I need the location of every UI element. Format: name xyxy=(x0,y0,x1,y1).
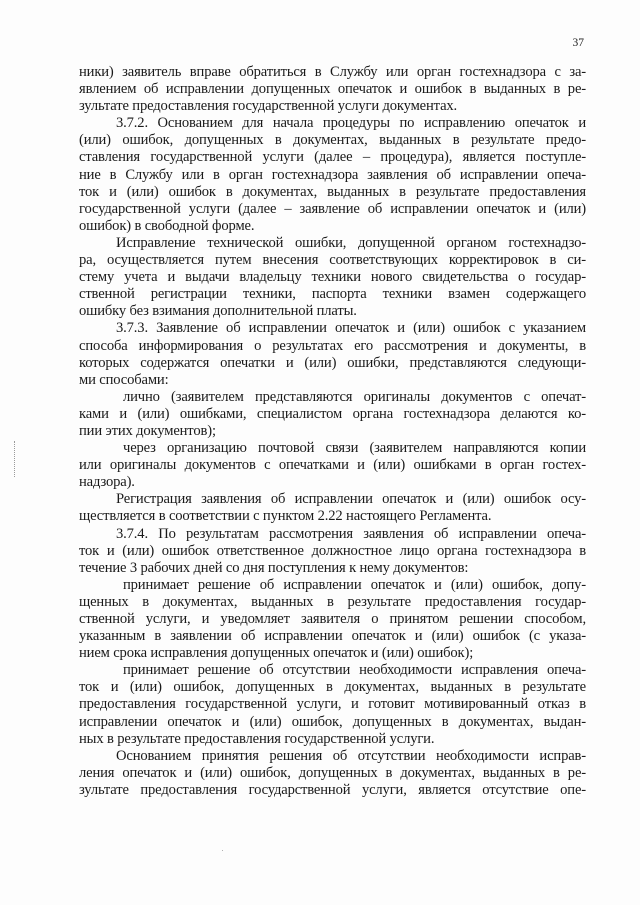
text-line: Основанием принятия решения об отсутствии необходимости исправ- xyxy=(116,747,586,764)
text-line: ток и (или) ошибок ответственное должностное лицо органа гостехнадзора в xyxy=(79,542,586,559)
text-line: ток и (или) ошибок, допущенных в документах, выданных в результате xyxy=(79,679,586,696)
text-line: 3.7.2. Основанием для начала процедуры по исправлению опечаток и xyxy=(116,115,586,132)
text-line: способа информирования о результатах его рассмотрения и документы, в xyxy=(79,337,586,354)
text-line: ственной услуги, и уведомляет заявителя о принятом решении способом, xyxy=(79,611,586,627)
paragraph-3-7-4 xyxy=(79,526,586,577)
text-line: ставления государственной услуги (далее – процедура), является поступле- xyxy=(79,149,586,166)
text-line: (или) ошибок, допущенных в документах, выданных в результате предо- xyxy=(79,132,586,149)
text-line: зультате предоставления государственной услуги, является отсутствие опе- xyxy=(79,781,586,798)
text-line: принимает решение об отсутствии необходимости исправления опеча- xyxy=(123,662,586,679)
text-line: пии этих документов); xyxy=(79,422,216,439)
text-line: ошибок) в свободной форме. xyxy=(79,217,255,234)
text-line: принимает решение об исправлении опечаток и (или) ошибок, допу- xyxy=(123,576,586,593)
text-line: ра, осуществляется путем внесения соответствующих корректировок в си- xyxy=(79,252,586,269)
text-line: ошибку без взимания дополнительной платы. xyxy=(79,303,357,320)
text-line: щенных в документах, выданных в результате предоставления государ- xyxy=(79,593,586,610)
text-line: или оригиналы документов с опечатками и (или) ошибками в орган гостех- xyxy=(79,457,586,474)
text-line: государственной услуги (далее – заявление об исправлении опечаток и (или) xyxy=(79,200,586,217)
text-line: указанным в заявлении об исправлении опечаток и (или) ошибок (с указа- xyxy=(79,628,586,645)
text-line: ток и (или) ошибок в документах, выданных в результате предоставления xyxy=(79,183,586,200)
paragraph xyxy=(79,491,586,525)
text-line: ных в результате предоставления государственной услуги. xyxy=(79,730,435,747)
text-line: стему учета и выдачи владельцу техники нового свидетельства о государ- xyxy=(79,269,586,286)
text-line: течение 3 рабочих дней со дня поступления к нему документов: xyxy=(79,559,469,576)
text-line: 3.7.4. По результатам рассмотрения заявления об исправлении опеча- xyxy=(116,525,586,542)
text-line: ществляется в соответствии с пунктом 2.22 настоящего Регламента. xyxy=(79,508,492,525)
paragraph xyxy=(79,235,586,320)
list-item-by-post xyxy=(79,440,586,491)
list-item-in-person xyxy=(79,389,586,440)
text-line: зультате предоставления государственной услуги документах. xyxy=(79,98,458,115)
text-line: ники) заявитель вправе обратиться в Службу или орган гостехнадзора с за- xyxy=(79,64,586,80)
text-line: лично (заявителем представляются оригиналы документов с опечат- xyxy=(123,388,586,405)
list-item-decision-correct xyxy=(79,577,586,662)
list-item-decision-refuse xyxy=(79,662,586,747)
page-number: 37 xyxy=(572,37,584,49)
text-line: ми способами: xyxy=(79,371,169,388)
text-line: ления опечаток и (или) ошибок, допущенных в документах, выданных в ре- xyxy=(79,764,586,781)
text-line: которых содержатся опечатки и (или) ошибки, представляются следующи- xyxy=(79,354,586,371)
scan-speck xyxy=(222,850,223,851)
paragraph-3-7-2 xyxy=(79,115,586,235)
text-line: явлением об исправлении допущенных опечаток и ошибок в выданных в ре- xyxy=(79,81,586,98)
text-line: исправлении опечаток и (или) ошибок, допущенных в документах, выдан- xyxy=(79,713,586,730)
text-line: Исправление технической ошибки, допущенной органом гостехнадзо- xyxy=(116,234,586,251)
text-line: ственной регистрации техники, паспорта техники взамен содержащего xyxy=(79,286,586,303)
paragraph xyxy=(79,748,586,799)
text-line: предоставления государственной услуги, и готовит мотивированный отказ в xyxy=(79,696,586,713)
text-line: ками и (или) ошибками, специалистом органа гостехнадзора делаются ко- xyxy=(79,405,586,422)
text-line: нием срока исправления допущенных опечаток и (или) ошибок); xyxy=(79,645,474,662)
text-line: 3.7.3. Заявление об исправлении опечаток и (или) ошибок с указанием xyxy=(116,320,586,337)
body-text xyxy=(79,64,586,799)
text-line: ние в Службу или в орган гостехнадзора заявления об исправлении опеча- xyxy=(79,166,586,183)
paragraph xyxy=(79,64,586,115)
paragraph-3-7-3 xyxy=(79,320,586,388)
text-line: через организацию почтовой связи (заявителем направляются копии xyxy=(123,440,586,457)
text-line: Регистрация заявления об исправлении опечаток и (или) ошибок осу- xyxy=(116,491,586,508)
scan-edge-mark xyxy=(14,441,17,477)
text-line: надзора). xyxy=(79,474,135,491)
